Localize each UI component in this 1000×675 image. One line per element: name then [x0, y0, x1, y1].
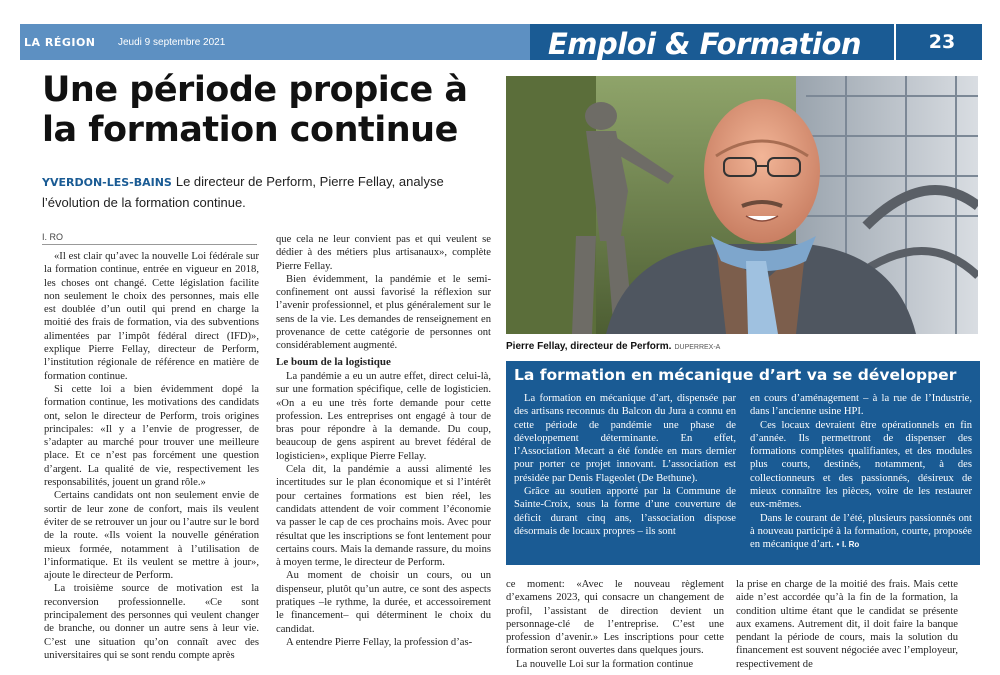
- paragraph: [750, 512, 972, 552]
- box-signature: I. Ro: [841, 540, 860, 550]
- page-number-divider: [894, 24, 896, 60]
- paragraph: Ces locaux devraient être opérationnels en fin d’année. Ils permettront de dispenser des formations complètes qualifiantes, et des modules plus courts, destinés, notamment, à des collectionneurs et des passionnés, désireux de mieux connaître les pièces, voire de les restaurer eux-mêmes.: [750, 419, 972, 511]
- box-column-2: [750, 392, 972, 560]
- issue-date: Jeudi 9 septembre 2021: [118, 37, 226, 48]
- paragraph: La formation en mécanique d’art, dispensée par des artisans reconnus du Balcon du Jura a connu en cette période de pandémie une phase de développement déterminante. En effet, l’Association Mecart a été fondée en mars dernier pour porter ce projet innovant. L’association est présidée par Denis Flageolet (De Bethune).: [514, 393, 736, 484]
- paragraph: Si cette loi a bien évidemment dopé la formation continue, les motivations des candidats ont, selon le directeur de Perform, trois origines principales: «Il y a l’envie de progresser, de s’adapter au marché pour trouver une meilleure place. Et ce n’est pas forcément une question d’argent. La qualité de vie, respectivement les responsabilités, jouent un grand rôle.»: [44, 383, 259, 489]
- photo-caption: [506, 341, 720, 352]
- paragraph: La pandémie a eu un autre effet, direct celui-là, sur une formation spécifique, celle de logisticien. «On a eu une très forte demande pour cette profession. Les entreprises ont engagé à tour de bras pour répondre à la demande. Du coup, beaucoup de gens aspirent au brevet fédéral de logisticien», explique Pierre Fellay.: [276, 370, 491, 462]
- dateline-location: YVERDON-LES-BAINS: [42, 176, 172, 189]
- article-subheading: Le boum de la logistique: [276, 355, 391, 368]
- paragraph-text: Dans le courant de l’été, plusieurs passionnés ont à nouveau participé à la formation, courte, proposée en mécanique d’art.: [750, 512, 972, 551]
- paragraph: La troisième source de motivation est la reconversion professionnelle. «Ce sont principalement des personnes qui veulent changer de branche, ou donner un autre sens à leur vie. C’est une situation qu’on connaît avec des universitaires qui se sont rendu compte après: [44, 583, 259, 661]
- paragraph: la prise en charge de la moitié des frais. Mais cette aide n’est accordée qu’à la fin de la formation, la condition ultime étant que le candidat se présente aux examens. Autrement dit, il doit faire la banque pendant la période de cours, mais la solution du financement est souvent négociée avec l’employeur, respectivement de: [736, 579, 958, 670]
- paragraph: «Il est clair qu’avec la nouvelle Loi fédérale sur la formation continue, entrée en vigueur en 2018, les choses ont changé. Cette législation facilite non seulement le choix des personnes, mais elle est doublée d’un outil qui prend en charge la moitié des frais de formation, via des subventions alimentées par l’impôt fédéral direct (IFD)», explique Pierre Fellay, directeur de Perform, l’institution régionale de référence en matière de formation continue.: [44, 251, 259, 382]
- lead-text: Le directeur de Perform, Pierre Fellay, analyse l’évolution de la formation continue.: [42, 174, 444, 210]
- paragraph: Bien évidemment, la pandémie et le semi-confinement ont aussi favorisé la réflexion sur l’avenir professionnel, et plus généralement sur le sens de la vie. Les demandes de renseignement en provenance de cette catégorie de personnes ont considérablement augmenté.: [276, 273, 491, 352]
- portrait-photo: [506, 76, 978, 334]
- photo-credit: DUPERREX-A: [674, 344, 721, 351]
- box-column-1: [514, 392, 736, 560]
- caption-text: Pierre Fellay, directeur de Perform.: [506, 341, 672, 352]
- page-number: 23: [928, 31, 956, 53]
- paragraph: ce moment: «Avec le nouveau règlement d’examens 2023, qui consacre un changement de profil, l’assistant de direction devient un personnage-clé de l’entreprise. C’est une profession d’avenir.» Les inscriptions pour cette formation seront ouvertes dans quelques jours.: [506, 579, 724, 657]
- paragraph: en cours d’aménagement – à la rue de l’Industrie, dans l’ancienne usine HPI.: [750, 393, 972, 418]
- article-column-1: [44, 250, 259, 670]
- paragraph: La nouvelle Loi sur la formation continue: [516, 658, 694, 670]
- section-title: Emploi & Formation: [548, 27, 862, 61]
- byline-rule: [42, 244, 257, 245]
- paragraph: Grâce au soutien apporté par la Commune de Sainte-Croix, sous la forme d’une couverture de déficit durant cinq ans, l’association dispose désormais de locaux propres – ils sont: [514, 486, 736, 537]
- article-column-4: [736, 578, 958, 673]
- paragraph: Au moment de choisir un cours, ou un dispenseur, plutôt qu’un autre, ce sont des aspects pratiques –le rythme, la durée, et accessoirement le financement– qui déterminent le choix du candidat.: [276, 570, 491, 635]
- article-byline: I. RO: [42, 232, 64, 242]
- article-lead: [42, 172, 492, 213]
- article-headline: Une période propice à la formation continue: [42, 70, 468, 150]
- paragraph: que cela ne leur convient pas et qui veulent se dédier à des métiers plus artisanaux», complète Pierre Fellay.: [276, 234, 491, 272]
- article-column-3: [506, 578, 724, 673]
- header-band-left: [20, 24, 530, 60]
- photo-illustration: [506, 76, 978, 334]
- box-signature-marker: •: [836, 540, 840, 550]
- paragraph: Certains candidats ont non seulement envie de sortir de leur zone de confort, mais ils veulent éviter de se retrouver un jour ou l’autre sur le bord de la route. «Ils voient la nouvelle génération mieux formée, notamment à l’utilisation de l’informatique. Et ils veulent se mettre à jour», ajoute le directeur de Perform.: [44, 490, 259, 582]
- paragraph: Cela dit, la pandémie a aussi alimenté les incertitudes sur le plan économique et si l’intérêt pour certaines formations est bien réel, les candidats attendent de voir comment l’économie va passer le cap de ces prochains mois. Avec pour résultat que les inscriptions se font lentement pour certains cours. Mais la demande rassure, du moins à moyen terme, le directeur de Perform.: [276, 464, 491, 569]
- newspaper-brand: LA RÉGION: [24, 36, 96, 49]
- article-column-2: [276, 233, 491, 670]
- paragraph: A entendre Pierre Fellay, la profession d’as-: [286, 636, 473, 648]
- box-title: La formation en mécanique d’art va se développer: [514, 366, 957, 384]
